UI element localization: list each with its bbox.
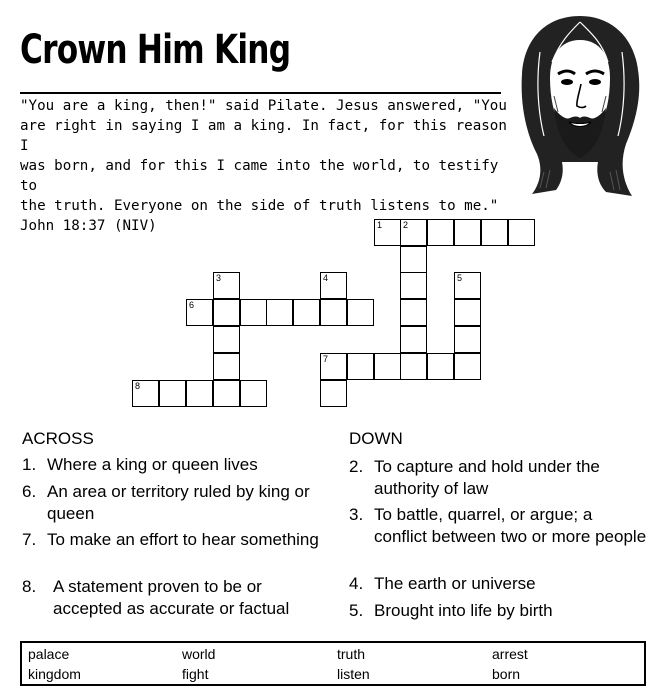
clue-number: 3 (216, 273, 222, 283)
word-bank-item: listen (337, 666, 370, 682)
clue-num: 6. (22, 482, 37, 501)
clue-num: 3. (349, 505, 364, 524)
crossword-cell[interactable] (400, 299, 427, 326)
across-heading: ACROSS (22, 429, 94, 448)
word-bank (20, 641, 646, 686)
crossword-cell[interactable] (374, 353, 401, 380)
crossword-cell[interactable] (293, 299, 320, 326)
clue-text: To make an effort to hear something (47, 530, 319, 549)
crossword-cell[interactable] (508, 219, 535, 246)
crossword-cell[interactable] (374, 219, 401, 246)
crossword-cell[interactable] (400, 246, 427, 273)
word-bank-item: arrest (492, 646, 528, 662)
clue-number: 5 (457, 273, 463, 283)
crossword-cell[interactable] (481, 219, 508, 246)
down-heading: DOWN (349, 429, 403, 448)
quote-line: the truth. Everyone on the side of truth listens to me." (20, 198, 499, 214)
down-clue (349, 573, 649, 595)
clue-num: 2. (349, 457, 364, 476)
crossword-cell[interactable] (320, 380, 347, 407)
quote-citation: John 18:37 (NIV) (20, 218, 157, 234)
word-bank-item: world (182, 646, 216, 662)
word-bank-item: born (492, 666, 521, 682)
clue-text: A statement proven to be or accepted as accurate or factual (53, 577, 290, 618)
down-clue (349, 504, 649, 548)
quote-line: was born, and for this I came into the world, to testify to (20, 158, 499, 194)
crossword-cell[interactable] (266, 299, 293, 326)
crossword-cell[interactable] (320, 272, 347, 299)
crossword-cell[interactable] (454, 219, 481, 246)
crossword-cell[interactable] (132, 380, 159, 407)
bible-quote (20, 96, 510, 236)
crossword-cell[interactable] (186, 380, 213, 407)
crossword-cell[interactable] (427, 219, 454, 246)
clue-text: Where a king or queen lives (47, 455, 258, 474)
clue-text: An area or territory ruled by king or queen (47, 482, 310, 523)
crossword-cell[interactable] (347, 353, 374, 380)
crossword-cell[interactable] (400, 326, 427, 353)
crossword-cell[interactable] (400, 353, 427, 380)
across-clue (22, 529, 322, 551)
crossword-cell[interactable] (213, 272, 240, 299)
word-bank-item: truth (337, 646, 366, 662)
word-bank-item: palace (28, 646, 70, 662)
crossword-cell[interactable] (454, 299, 481, 326)
clue-number: 7 (323, 354, 329, 364)
clue-num: 1. (22, 455, 37, 474)
crossword-cell[interactable] (213, 326, 240, 353)
crossword-cell[interactable] (454, 272, 481, 299)
across-clue (22, 481, 332, 525)
crossword-cell[interactable] (427, 353, 454, 380)
crossword-cell[interactable] (159, 380, 186, 407)
crossword-cell[interactable] (320, 353, 347, 380)
clue-num: 4. (349, 574, 364, 593)
crossword-cell[interactable] (454, 353, 481, 380)
clue-number: 8 (135, 381, 141, 391)
clue-text: To battle, quarrel, or argue; a conflict between two or more people (374, 505, 647, 546)
across-clue (22, 454, 332, 476)
crossword-cell[interactable] (400, 272, 427, 299)
clue-text: To capture and hold under the authority of law (374, 457, 600, 498)
clue-text: Brought into life by birth (374, 601, 553, 620)
clue-number: 2 (403, 220, 409, 230)
clue-number: 1 (377, 220, 383, 230)
quote-line: "You are a king, then!" said Pilate. Jesus answered, "You (20, 98, 507, 114)
across-clue (22, 576, 334, 620)
word-bank-item: kingdom (28, 666, 81, 682)
crossword-cell[interactable] (213, 380, 240, 407)
clue-num: 8. (22, 577, 37, 596)
crossword-cell[interactable] (454, 326, 481, 353)
crossword-cell[interactable] (400, 219, 427, 246)
crossword-cell[interactable] (240, 299, 267, 326)
clue-text: The earth or universe (374, 574, 536, 593)
jesus-portrait (510, 12, 650, 198)
clue-number: 4 (323, 273, 329, 283)
title-divider (20, 92, 501, 94)
word-bank-item: fight (182, 666, 209, 682)
down-clue (349, 456, 649, 500)
clue-num: 7. (22, 530, 37, 549)
page-title: Crown Him King (20, 27, 291, 73)
crossword-cell[interactable] (186, 299, 213, 326)
crossword-cell[interactable] (320, 299, 347, 326)
crossword-cell[interactable] (347, 299, 374, 326)
down-clue (349, 600, 649, 622)
clue-num: 5. (349, 601, 364, 620)
crossword-cell[interactable] (240, 380, 267, 407)
quote-line: are right in saying I am a king. In fact, for this reason I (20, 118, 507, 154)
crossword-cell[interactable] (213, 353, 240, 380)
clue-number: 6 (189, 300, 195, 310)
crossword-cell[interactable] (213, 299, 240, 326)
